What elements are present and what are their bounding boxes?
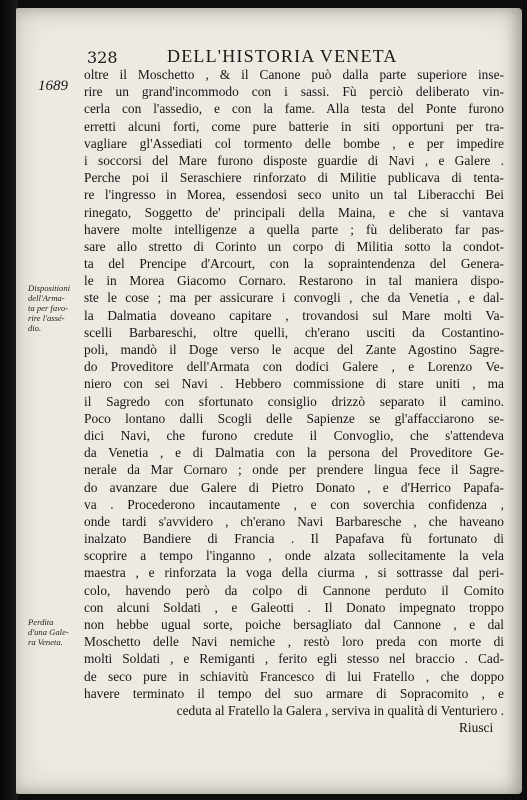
text-line: la Dalmatia doveano capitare , trovandosi sul Mare molti Va-	[84, 307, 504, 323]
text-line: inalzato Bandiere di Francia . Il Papafava fù fortunato di	[84, 531, 504, 547]
text-line: niero con sei Navi . Hebbero commissione di stare uniti , ma	[84, 376, 504, 392]
text-line: oltre il Moschetto , & il Canone può dalla parte superiore inse-	[84, 67, 504, 82]
margin-note-line: Dispositioni	[28, 283, 71, 293]
text-line: da Venetia , e di Dalmatia con la persona del Proveditore Ge-	[84, 445, 504, 461]
text-line: poli, mandò il Doge verso le acque del Zante Agostino Sagre-	[84, 342, 504, 357]
text-line: molti Soldati , e Remiganti , ferito egli stesso nel braccio . Cad-	[84, 651, 504, 667]
text-line: non hebbe ugual sorte, poiche bersagliato dal Cannone , e dal	[84, 617, 504, 632]
text-line: i soccorsi del Mare furono disposte guardie di Navi , e Galere .	[84, 152, 504, 168]
text-line: nerale da Mar Cornaro ; onde per prendere lingua fece il Sagre-	[84, 462, 504, 478]
margin-note-line: Perdita	[28, 617, 54, 627]
text-line: sare allo stretto di Corinto un corpo di Militia sotto la condot-	[84, 238, 504, 254]
text-line: va . Procederono incautamente , e con soverchia confidenza ,	[84, 496, 504, 512]
text-line: rinegato, Soggetto de' principali della Maina, e che si vantava	[84, 204, 504, 220]
margin-note-line: ra Veneta.	[28, 637, 63, 647]
margin-note-line: ta per favo-	[28, 303, 69, 313]
margin-note-line: rire l'assé-	[28, 313, 65, 323]
margin-note-line: dell'Arma-	[28, 293, 65, 303]
catchword: Riusci	[459, 720, 494, 735]
text-line: rire un grand'incommodo con i sassi. Fù perciò deliberato vin-	[84, 84, 504, 100]
text-line: do avanzare due Galere di Pietro Donato , e d'Herrico Papafa-	[84, 479, 504, 495]
page-number: 328	[87, 48, 118, 67]
text-line: havere terminato il tempo del suo armare di Sopracomito , e	[84, 685, 504, 701]
running-title: DELL'HISTORIA VENETA	[167, 46, 398, 66]
text-line: Poco lontano dalli Scogli delle Sapienze se gl'affacciarono se-	[84, 410, 504, 426]
margin-note-dispositions	[28, 283, 80, 333]
text-line: vagliare gl'Assediati col tormento delle bombe , e per impedire	[84, 135, 504, 151]
margin-note-line: dio.	[28, 323, 42, 333]
text-line: le in Morea Giacomo Cornaro. Restarono in tal maniera dispo-	[84, 273, 504, 289]
text-line: con alcuni Soldati , e Galeotti . Il Donato impegnato troppo	[84, 599, 504, 615]
body-text	[84, 66, 504, 719]
text-line: erretti alcuni forti, come pure batterie in siti opportuni per tra-	[84, 118, 504, 134]
text-line: do Proveditore dell'Armata con dodici Galere , e Lorenzo Ve-	[84, 359, 504, 375]
text-line: Moschetto delle Navi nemiche , restò loro preda con morte di	[84, 634, 504, 650]
text-line: ste le cose ; ma per assicurare i convogli , che da Venetia , e dal-	[84, 290, 504, 306]
text-line: maestra , e rinforzata la voga della ciurma , si sottrasse dal peri-	[84, 565, 504, 581]
text-line: de seco pure in schiavitù Francesco di lui Fratello , che doppo	[84, 668, 504, 684]
margin-note-line: d'una Gale-	[28, 627, 69, 637]
text-line: il Sagredo con sfortunato consiglio drizzò separato il camino.	[84, 393, 504, 409]
text-line: onde tardi s'avvidero , ch'erano Navi Barbaresche , che haveano	[84, 513, 504, 529]
text-line: ceduta al Fratello la Galera , serviva in qualità di Venturiero .	[176, 702, 504, 718]
text-line: cerla con l'assedio, e con la fame. Alla testa del Ponte furono	[84, 101, 504, 117]
year-marker: 1689	[38, 78, 68, 94]
text-line: havere molte intelligenze a quella parte ; fù deliberato far pas-	[84, 221, 504, 237]
text-line: re l'ingresso in Morea, essendosi seco unito un tal Liberacchi Bei	[84, 187, 504, 203]
text-line: scoprire a tempo l'inganno , onde alzata sollecitamente la vela	[84, 548, 504, 564]
text-line: scelli Barbareschi, oltre quelli, ch'erano usciti da Costantino-	[84, 324, 504, 340]
text-line: ta del Prencipe d'Arcourt, con la sopraintendenza del Genera-	[84, 256, 504, 272]
text-line: dici Navi, che furono credute il Convoglio, che s'attendeva	[84, 427, 504, 443]
text-line: colo, havendo però da colpo di Cannone perduto il Comito	[84, 582, 504, 598]
margin-note-loss-of-galley	[28, 617, 80, 647]
text-line: Perche poi il Seraschiere rinforzato di Militie publicava di tenta-	[84, 170, 504, 186]
